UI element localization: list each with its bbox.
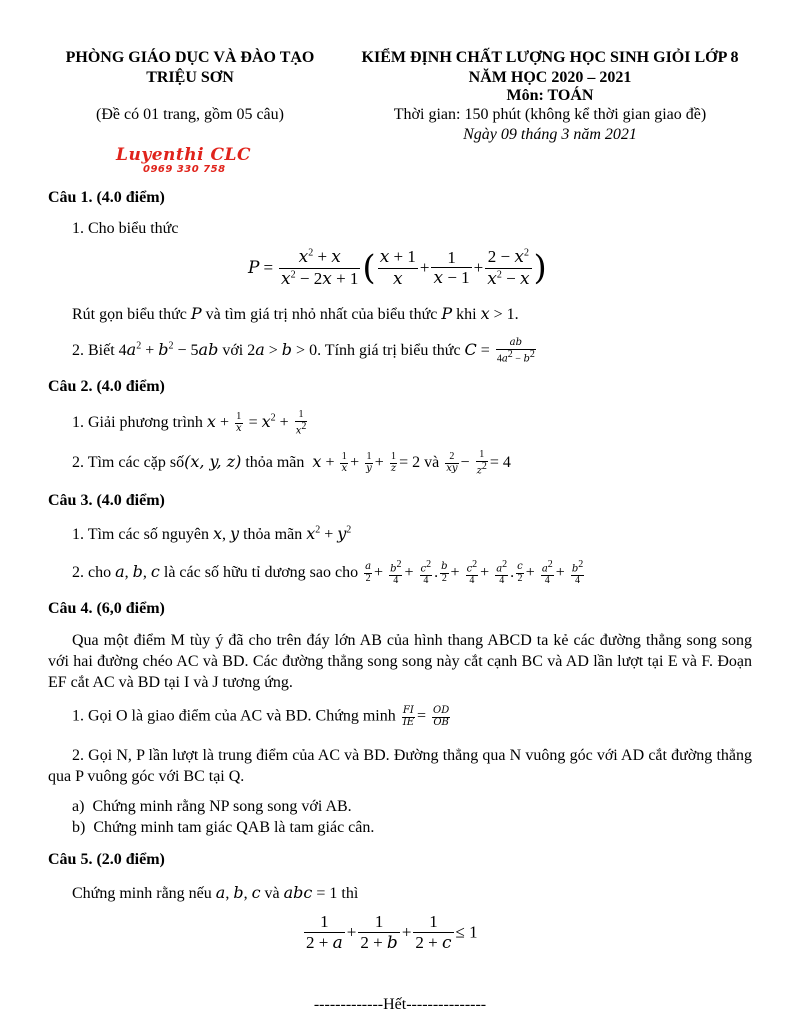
q4-item-b (72, 819, 374, 837)
q4-item-b-label: b) (72, 819, 86, 836)
department-name: PHÒNG GIÁO DỤC VÀ ĐÀO TẠO (65, 49, 315, 66)
school-year: NĂM HỌC 2020 – 2021 (468, 69, 632, 86)
watermark-phone: 0969 330 758 (143, 164, 226, 175)
q4-item-a-text: Chứng minh rằng NP song song với AB. (92, 798, 352, 815)
q1-p2-a: 2. Biết (72, 341, 115, 359)
q5-intro-c: thì (341, 885, 359, 902)
q4-p2: 2. Gọi N, P lần lượt là trung điểm của AC và BD. Đường thẳng qua N vuông góc với AD cắt đường thẳng qua P vuông góc với BC tại Q. (48, 747, 752, 785)
q3-p2-b: là các số hữu tỉ dương sao cho (163, 563, 359, 581)
q1-heading: Câu 1. (4.0 điểm) (48, 189, 165, 206)
q4-p1: 1. Gọi O là giao điểm của AC và BD. Chứng minh $\frac{FI}{IE}$ = $\frac{OD}{OB}$ (72, 705, 450, 728)
q4-item-a (72, 798, 352, 816)
q1-task-c: khi (456, 306, 477, 323)
district-name: TRIỆU SƠN (146, 69, 234, 86)
q5-intro: Chứng minh rằng nếu a, b, c và abc = 1 thì (72, 883, 359, 902)
q3-heading: Câu 3. (4.0 điểm) (48, 492, 165, 509)
q4-item-a-label: a) (72, 798, 85, 815)
subject: Môn: TOÁN (506, 87, 594, 104)
q2-p1-text: 1. Giải phương trình (72, 413, 203, 431)
q5-inequality: $\frac{1}{2 + a}$ + $\frac{1}{2 + b}$ + $\frac{1}{2 + c}$ ≤ 1 (306, 912, 478, 953)
q4-heading: Câu 4. (6,0 điểm) (48, 600, 165, 617)
q4-item-b-text: Chứng minh tam giác QAB là tam giác cân. (93, 819, 375, 836)
exam-date: Ngày 09 tháng 3 năm 2021 (463, 126, 637, 143)
q5-intro-a: Chứng minh rằng nếu (72, 885, 212, 902)
q3-p1-a: 1. Tìm các số nguyên (72, 526, 210, 543)
q1-p1-task: Rút gọn biểu thức P và tìm giá trị nhỏ nhất của biểu thức P khi x > 1. (72, 304, 519, 323)
watermark-name: Luyenthi CLC (116, 145, 251, 165)
q3-p1-b: thỏa mãn (243, 526, 303, 543)
q2-heading: Câu 2. (4.0 điểm) (48, 378, 165, 395)
page-note: (Đề có 01 trang, gồm 05 câu) (96, 106, 284, 123)
q1-p2: 2. Biết $4a^2 + b^2 - 5ab$ với 2a > b > 0. Tính giá trị biểu thức C = $\frac{ab}{4a2 - b2}$ (72, 337, 535, 364)
q5-intro-b: và (264, 885, 280, 902)
end-marker: -------------Hết--------------- (313, 996, 487, 1013)
q2-p2-b: thỏa mãn (245, 453, 305, 471)
q1-task-a: Rút gọn biểu thức (72, 306, 187, 323)
q1-p2-c: . Tính giá trị biểu thức (317, 341, 461, 359)
exam-title: KIỂM ĐỊNH CHẤT LƯỢNG HỌC SINH GIỎI LỚP 8 (361, 49, 739, 66)
q2-p2-a: 2. Tìm các cặp số (72, 453, 185, 471)
q3-p2-a: 2. cho (72, 563, 112, 581)
q3-p2: 2. cho a, b, c là các số hữu tỉ dương sao cho $\frac{a}{2}$ + $\frac{b2}{4}$ + $\frac{c2}{4}$ . $\frac{b}{2}$ + $\frac{c2}{4}$ + $\frac{a2}{4}$ . $\frac{c}{2}$ + $\frac{a2}{4}$ + $\frac{b2}{4}$ (72, 559, 584, 586)
q2-p2: 2. Tìm các cặp số(x, y, z) thỏa mãn x + $\frac{1}{x}$ + $\frac{1}{y}$ + $\frac{1}{z}$ = 2 và $\frac{2}{xy}$ − $\frac{1}{z2}$ = 4 (72, 449, 511, 476)
q2-p2-c: và (424, 453, 440, 471)
q2-p1: 1. Giải phương trình x + $\frac{1}{x}$ = $x^2$ + $\frac{1}{x2}$ (72, 409, 307, 436)
q1-p1-intro: 1. Cho biểu thức (72, 220, 179, 237)
q4-p1-text: 1. Gọi O là giao điểm của AC và BD. Chứng minh (72, 707, 396, 725)
q1-expression-p: P = $\frac{x^2 + x}{x^2 - 2x + 1}$ ( $\frac{x + 1}{x}$ + $\frac{1}{x - 1}$ + $\frac{2 - x^2}{x^2 - x}$ ) (248, 247, 547, 289)
q1-task-b: và tìm giá trị nhỏ nhất của biểu thức (205, 306, 438, 323)
q1-p2-b: với (222, 341, 244, 359)
q3-p1: 1. Tìm các số nguyên x, y thỏa mãn $x^2 + y^2$ (72, 524, 352, 543)
time-allowed: Thời gian: 150 phút (không kể thời gian giao đề) (393, 106, 707, 123)
q5-heading: Câu 5. (2.0 điểm) (48, 851, 165, 868)
q4-intro: Qua một điểm M tùy ý đã cho trên đáy lớn AB của hình thang ABCD ta kẻ các đường thẳng song song với hai đường chéo AC và BD. Các đường thẳng song song này cắt cạnh BC và AD lần lượt tại E và F. Đoạn EF cắt AC và BD tại I và J tương ứng. (48, 632, 752, 691)
